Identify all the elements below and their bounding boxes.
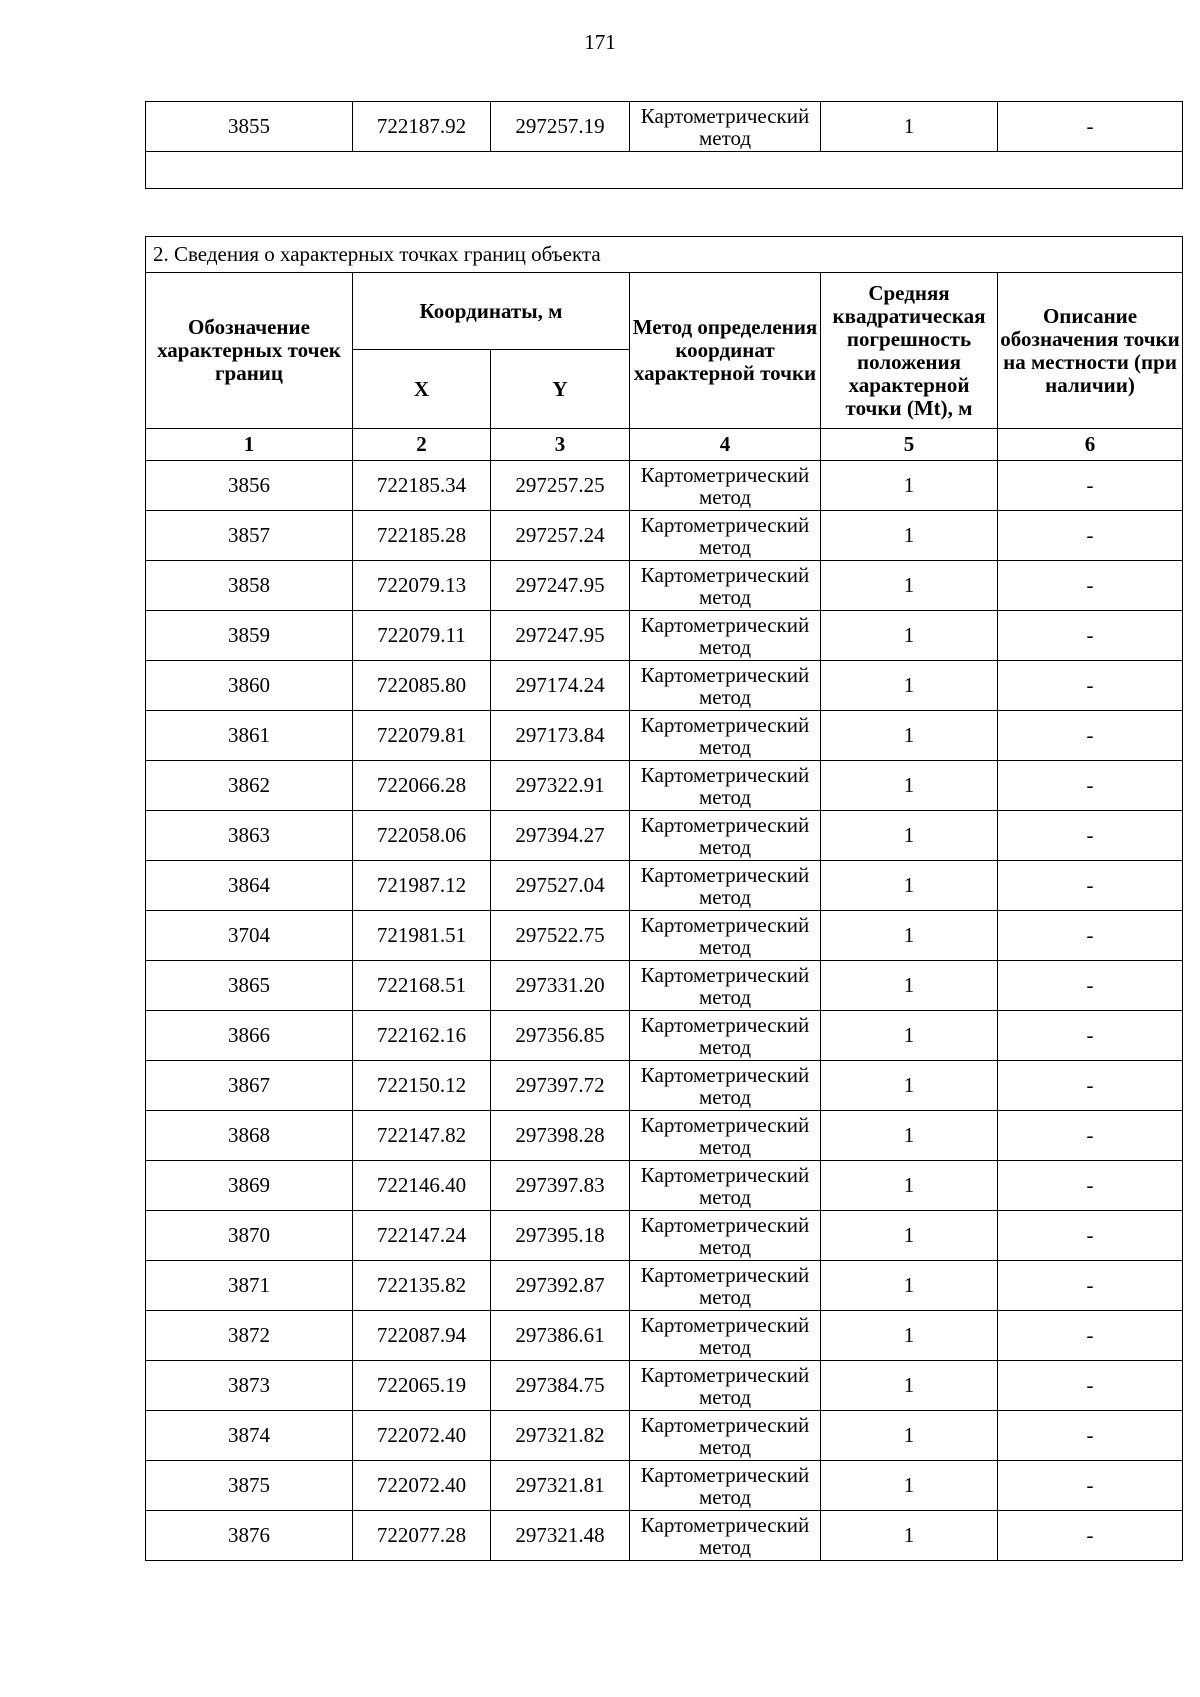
x-cell: 721987.12 — [353, 861, 491, 911]
method-line-2: метод — [698, 1184, 752, 1209]
column-number: 6 — [998, 429, 1183, 461]
description-cell: - — [998, 961, 1183, 1011]
table-caption: 2. Сведения о характерных точках границ объекта — [146, 237, 1183, 273]
method-line-2: метод — [698, 1334, 752, 1359]
point-cell: 3870 — [146, 1211, 353, 1261]
description-cell: - — [998, 811, 1183, 861]
description-cell: - — [998, 1261, 1183, 1311]
method-line-2: метод — [698, 1134, 752, 1159]
description-cell: - — [998, 1361, 1183, 1411]
point-cell: 3704 — [146, 911, 353, 961]
y-cell: 297322.91 — [491, 761, 630, 811]
description-cell: - — [998, 511, 1183, 561]
method-cell — [630, 1361, 821, 1411]
description-cell: - — [998, 561, 1183, 611]
method-line-2: метод — [698, 1384, 752, 1409]
y-cell: 297321.81 — [491, 1461, 630, 1511]
point-cell: 3874 — [146, 1411, 353, 1461]
y-cell: 297321.48 — [491, 1511, 630, 1561]
method-line-1: Картометрический — [640, 1362, 810, 1387]
method-line-2: метод — [698, 934, 752, 959]
method-line-2: метод — [698, 834, 752, 859]
description-cell: - — [998, 761, 1183, 811]
x-cell: 721981.51 — [353, 911, 491, 961]
mt-cell: 1 — [821, 1461, 998, 1511]
point-cell: 3860 — [146, 661, 353, 711]
method-line-2: метод — [698, 584, 752, 609]
point-cell: 3855 — [146, 102, 353, 152]
x-cell: 722066.28 — [353, 761, 491, 811]
description-cell: - — [998, 711, 1183, 761]
description-cell: - — [998, 911, 1183, 961]
description-cell: - — [998, 1061, 1183, 1111]
point-cell: 3863 — [146, 811, 353, 861]
mt-cell: 1 — [821, 611, 998, 661]
point-cell: 3876 — [146, 1511, 353, 1561]
x-cell: 722079.81 — [353, 711, 491, 761]
method-line-1: Картометрический — [640, 1512, 810, 1537]
empty-cell — [146, 152, 1183, 189]
x-cell: 722168.51 — [353, 961, 491, 1011]
method-line-1: Картометрический — [640, 962, 810, 987]
mt-cell: 1 — [821, 1161, 998, 1211]
x-cell: 722072.40 — [353, 1411, 491, 1461]
x-cell: 722146.40 — [353, 1161, 491, 1211]
method-cell — [630, 611, 821, 661]
method-line-2: метод — [698, 1034, 752, 1059]
x-cell: 722147.82 — [353, 1111, 491, 1161]
table-row — [146, 661, 1183, 711]
x-cell: 722147.24 — [353, 1211, 491, 1261]
y-cell: 297522.75 — [491, 911, 630, 961]
method-line-2: метод — [698, 684, 752, 709]
point-cell: 3858 — [146, 561, 353, 611]
empty-row — [146, 152, 1183, 189]
table-row — [146, 711, 1183, 761]
x-cell: 722058.06 — [353, 811, 491, 861]
x-cell: 722085.80 — [353, 661, 491, 711]
x-cell: 722072.40 — [353, 1461, 491, 1511]
description-cell: - — [998, 611, 1183, 661]
x-cell: 722185.34 — [353, 461, 491, 511]
mt-cell: 1 — [821, 1011, 998, 1061]
y-cell: 297384.75 — [491, 1361, 630, 1411]
method-cell — [630, 1511, 821, 1561]
point-cell: 3873 — [146, 1361, 353, 1411]
y-cell: 297331.20 — [491, 961, 630, 1011]
method-cell — [630, 511, 821, 561]
description-cell: - — [998, 1161, 1183, 1211]
method-cell — [630, 711, 821, 761]
method-line-2: метод — [698, 125, 752, 150]
table-row — [146, 511, 1183, 561]
y-cell: 297257.19 — [491, 102, 630, 152]
method-line-1: Картометрический — [640, 562, 810, 587]
method-cell — [630, 961, 821, 1011]
point-cell: 3865 — [146, 961, 353, 1011]
header-y: Y — [491, 350, 630, 429]
x-cell: 722135.82 — [353, 1261, 491, 1311]
method-line-1: Картометрический — [640, 862, 810, 887]
point-cell: 3857 — [146, 511, 353, 561]
table-row — [146, 611, 1183, 661]
mt-cell: 1 — [821, 1261, 998, 1311]
method-cell — [630, 1261, 821, 1311]
method-line-1: Картометрический — [640, 1462, 810, 1487]
table-row — [146, 1111, 1183, 1161]
method-line-2: метод — [698, 1434, 752, 1459]
y-cell: 297257.24 — [491, 511, 630, 561]
header-method: Метод определения координат характерной точки — [630, 273, 821, 429]
method-line-1: Картометрический — [640, 612, 810, 637]
mt-cell: 1 — [821, 961, 998, 1011]
y-cell: 297395.18 — [491, 1211, 630, 1261]
method-line-1: Картометрический — [640, 512, 810, 537]
method-cell — [630, 1411, 821, 1461]
point-cell: 3856 — [146, 461, 353, 511]
mt-cell: 1 — [821, 861, 998, 911]
method-line-1: Картометрический — [640, 1012, 810, 1037]
method-line-1: Картометрический — [640, 462, 810, 487]
x-cell: 722150.12 — [353, 1061, 491, 1111]
description-cell: - — [998, 1461, 1183, 1511]
method-cell — [630, 1211, 821, 1261]
method-line-2: метод — [698, 734, 752, 759]
method-cell — [630, 1011, 821, 1061]
point-cell: 3867 — [146, 1061, 353, 1111]
method-line-1: Картометрический — [640, 1162, 810, 1187]
column-number: 2 — [353, 429, 491, 461]
table-row — [146, 1161, 1183, 1211]
point-cell: 3859 — [146, 611, 353, 661]
x-cell: 722079.13 — [353, 561, 491, 611]
method-cell — [630, 761, 821, 811]
method-line-2: метод — [698, 1234, 752, 1259]
description-cell: - — [998, 1511, 1183, 1561]
mt-cell: 1 — [821, 102, 998, 152]
x-cell: 722065.19 — [353, 1361, 491, 1411]
table-row — [146, 761, 1183, 811]
method-line-2: метод — [698, 1284, 752, 1309]
table-row — [146, 1461, 1183, 1511]
method-line-1: Картометрический — [640, 103, 810, 128]
method-line-1: Картометрический — [640, 912, 810, 937]
y-cell: 297397.72 — [491, 1061, 630, 1111]
header-description: Описание обозначения точки на местности (при наличии) — [998, 273, 1183, 429]
y-cell: 297392.87 — [491, 1261, 630, 1311]
method-cell — [630, 461, 821, 511]
point-cell: 3866 — [146, 1011, 353, 1061]
table-row — [146, 961, 1183, 1011]
method-line-2: метод — [698, 784, 752, 809]
mt-cell: 1 — [821, 1411, 998, 1461]
mt-cell: 1 — [821, 561, 998, 611]
table-row — [146, 1211, 1183, 1261]
column-number: 4 — [630, 429, 821, 461]
table-row — [146, 1311, 1183, 1361]
method-line-2: метод — [698, 884, 752, 909]
method-line-1: Картометрический — [640, 1412, 810, 1437]
method-line-2: метод — [698, 484, 752, 509]
table-row — [146, 1361, 1183, 1411]
method-line-1: Картометрический — [640, 712, 810, 737]
mt-cell: 1 — [821, 511, 998, 561]
y-cell: 297527.04 — [491, 861, 630, 911]
description-cell: - — [998, 1011, 1183, 1061]
method-line-1: Картометрический — [640, 1212, 810, 1237]
y-cell: 297174.24 — [491, 661, 630, 711]
header-coordinates: Координаты, м — [353, 273, 630, 350]
x-cell: 722185.28 — [353, 511, 491, 561]
method-cell — [630, 561, 821, 611]
table-row — [146, 811, 1183, 861]
mt-cell: 1 — [821, 1361, 998, 1411]
mt-cell: 1 — [821, 661, 998, 711]
method-cell — [630, 911, 821, 961]
y-cell: 297247.95 — [491, 611, 630, 661]
y-cell: 297247.95 — [491, 561, 630, 611]
table-row — [146, 861, 1183, 911]
header-designation: Обозначение характерных точек границ — [146, 273, 353, 429]
x-cell: 722162.16 — [353, 1011, 491, 1061]
method-line-2: метод — [698, 984, 752, 1009]
header-x: X — [353, 350, 491, 429]
mt-cell: 1 — [821, 1211, 998, 1261]
method-cell — [630, 661, 821, 711]
x-cell: 722087.94 — [353, 1311, 491, 1361]
table-row — [146, 1411, 1183, 1461]
method-line-2: метод — [698, 1084, 752, 1109]
point-cell: 3862 — [146, 761, 353, 811]
description-cell: - — [998, 461, 1183, 511]
table-row — [146, 1011, 1183, 1061]
table-row — [146, 1261, 1183, 1311]
table-row — [146, 102, 1183, 152]
method-line-1: Картометрический — [640, 1312, 810, 1337]
mt-cell: 1 — [821, 711, 998, 761]
continued-table — [145, 101, 1183, 189]
point-cell: 3872 — [146, 1311, 353, 1361]
mt-cell: 1 — [821, 461, 998, 511]
description-cell: - — [998, 102, 1183, 152]
point-cell: 3875 — [146, 1461, 353, 1511]
point-cell: 3869 — [146, 1161, 353, 1211]
y-cell: 297173.84 — [491, 711, 630, 761]
method-line-1: Картометрический — [640, 812, 810, 837]
column-number: 3 — [491, 429, 630, 461]
x-cell: 722077.28 — [353, 1511, 491, 1561]
mt-cell: 1 — [821, 1061, 998, 1111]
column-number: 5 — [821, 429, 998, 461]
x-cell: 722079.11 — [353, 611, 491, 661]
description-cell: - — [998, 1211, 1183, 1261]
table-row — [146, 911, 1183, 961]
x-cell: 722187.92 — [353, 102, 491, 152]
method-line-2: метод — [698, 1484, 752, 1509]
method-cell — [630, 1161, 821, 1211]
y-cell: 297321.82 — [491, 1411, 630, 1461]
mt-cell: 1 — [821, 1311, 998, 1361]
mt-cell: 1 — [821, 761, 998, 811]
method-line-1: Картометрический — [640, 1262, 810, 1287]
point-cell: 3868 — [146, 1111, 353, 1161]
method-cell — [630, 1111, 821, 1161]
boundary-points-table — [145, 236, 1183, 1561]
method-cell — [630, 102, 821, 152]
header-accuracy: Средняя квадратическая погрешность положения характерной точки (Mt), м — [821, 273, 998, 429]
table-row — [146, 1061, 1183, 1111]
mt-cell: 1 — [821, 1111, 998, 1161]
method-line-2: метод — [698, 534, 752, 559]
y-cell: 297386.61 — [491, 1311, 630, 1361]
y-cell: 297398.28 — [491, 1111, 630, 1161]
method-cell — [630, 811, 821, 861]
y-cell: 297257.25 — [491, 461, 630, 511]
method-line-1: Картометрический — [640, 662, 810, 687]
method-line-1: Картометрический — [640, 762, 810, 787]
point-cell: 3864 — [146, 861, 353, 911]
table-row — [146, 1511, 1183, 1561]
table-row — [146, 461, 1183, 511]
method-line-2: метод — [698, 1534, 752, 1559]
method-cell — [630, 1061, 821, 1111]
method-cell — [630, 861, 821, 911]
description-cell: - — [998, 861, 1183, 911]
y-cell: 297397.83 — [491, 1161, 630, 1211]
description-cell: - — [998, 1111, 1183, 1161]
page-number: 171 — [584, 30, 616, 54]
point-cell: 3871 — [146, 1261, 353, 1311]
y-cell: 297394.27 — [491, 811, 630, 861]
table-row — [146, 561, 1183, 611]
mt-cell: 1 — [821, 811, 998, 861]
method-line-2: метод — [698, 634, 752, 659]
description-cell: - — [998, 1311, 1183, 1361]
method-line-1: Картометрический — [640, 1062, 810, 1087]
y-cell: 297356.85 — [491, 1011, 630, 1061]
method-line-1: Картометрический — [640, 1112, 810, 1137]
column-number: 1 — [146, 429, 353, 461]
mt-cell: 1 — [821, 911, 998, 961]
description-cell: - — [998, 661, 1183, 711]
column-numbers-row — [146, 429, 1183, 461]
method-cell — [630, 1461, 821, 1511]
method-cell — [630, 1311, 821, 1361]
mt-cell: 1 — [821, 1511, 998, 1561]
point-cell: 3861 — [146, 711, 353, 761]
description-cell: - — [998, 1411, 1183, 1461]
